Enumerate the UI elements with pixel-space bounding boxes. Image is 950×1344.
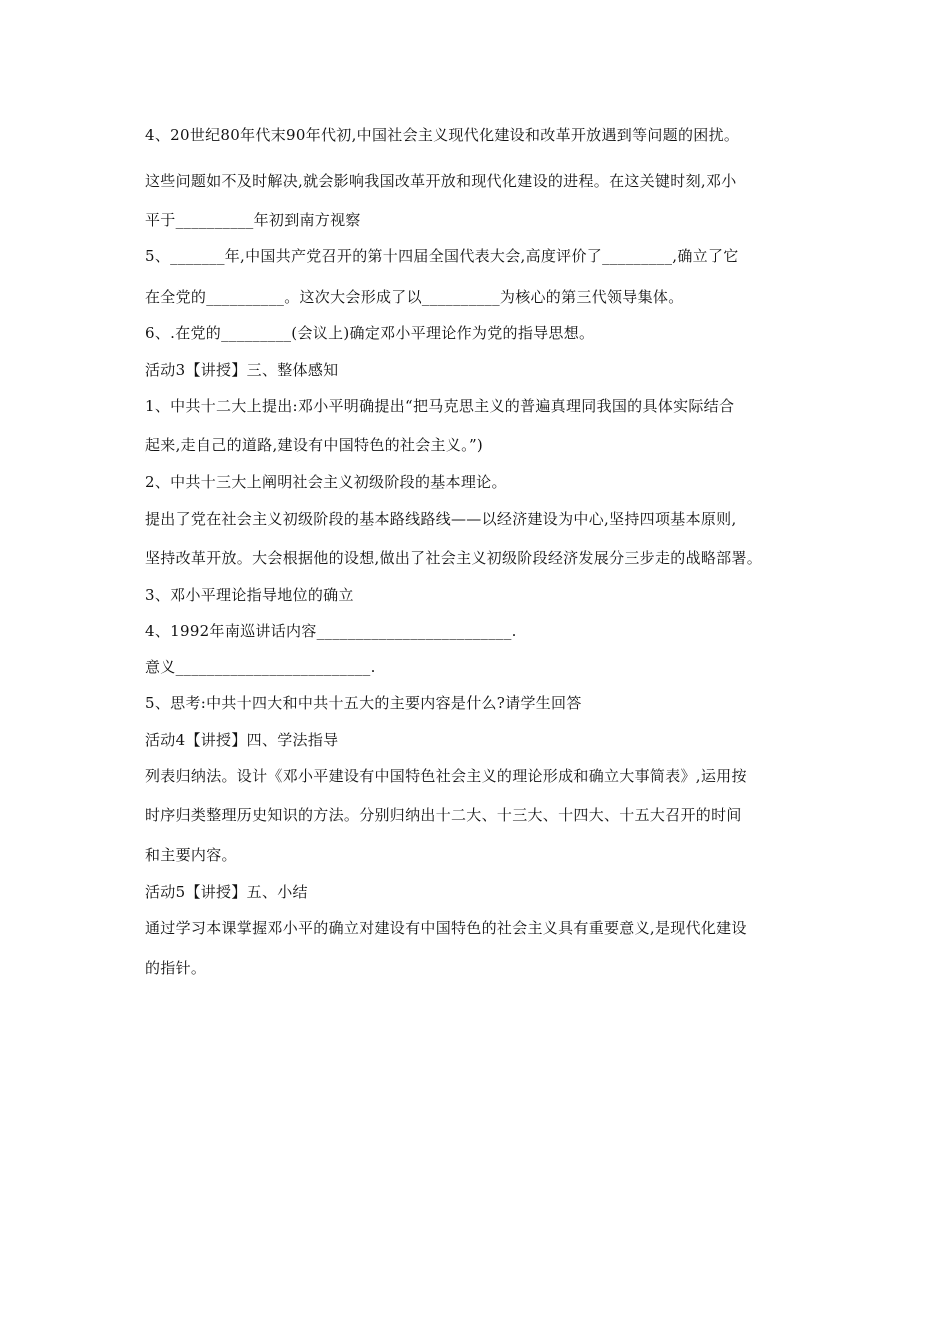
paragraph-line: 5、思考:中共十四大和中共十五大的主要内容是什么?请学生回答 bbox=[145, 694, 582, 712]
paragraph-line: 坚持改革开放。大会根据他的设想,做出了社会主义初级阶段经济发展分三步走的战略部署。 bbox=[145, 549, 763, 567]
paragraph-line: 时序归类整理历史知识的方法。分别归纳出十二大、十三大、十四大、十五大召开的时间 bbox=[145, 806, 742, 824]
paragraph-line: 在全党的__________。这次大会形成了以__________为核心的第三代领导集体。 bbox=[145, 288, 684, 306]
paragraph-line: 意义_________________________. bbox=[145, 658, 376, 676]
section-heading: 活动4【讲授】四、学法指导 bbox=[145, 731, 339, 749]
section-heading: 活动3【讲授】三、整体感知 bbox=[145, 361, 339, 379]
paragraph-line: 提出了党在社会主义初级阶段的基本路线路线——以经济建设为中心,坚持四项基本原则, bbox=[145, 510, 737, 528]
paragraph-line: 6、.在党的_________(会议上)确定邓小平理论作为党的指导思想。 bbox=[145, 324, 595, 342]
paragraph-line: 这些问题如不及时解决,就会影响我国改革开放和现代化建设的进程。在这关键时刻,邓小 bbox=[145, 172, 737, 190]
paragraph-line: 2、中共十三大上阐明社会主义初级阶段的基本理论。 bbox=[145, 473, 507, 491]
section-heading: 活动5【讲授】五、小结 bbox=[145, 883, 308, 901]
paragraph-line: 列表归纳法。设计《邓小平建设有中国特色社会主义的理论形成和确立大事简表》,运用按 bbox=[145, 767, 747, 785]
paragraph-line: 4、20世纪80年代末90年代初,中国社会主义现代化建设和改革开放遇到等问题的困扰。 bbox=[145, 126, 740, 144]
paragraph-line: 4、1992年南巡讲话内容_________________________. bbox=[145, 622, 517, 640]
paragraph-line: 和主要内容。 bbox=[145, 846, 237, 864]
paragraph-line: 平于__________年初到南方视察 bbox=[145, 211, 361, 229]
paragraph-line: 起来,走自己的道路,建设有中国特色的社会主义。”) bbox=[145, 436, 484, 454]
paragraph-line: 5、_______年,中国共产党召开的第十四届全国代表大会,高度评价了_________,确立了它 bbox=[145, 247, 739, 265]
paragraph-line: 的指针。 bbox=[145, 959, 207, 977]
paragraph-line: 3、邓小平理论指导地位的确立 bbox=[145, 586, 354, 604]
paragraph-line: 1、中共十二大上提出:邓小平明确提出“把马克思主义的普遍真理同我国的具体实际结合 bbox=[145, 397, 735, 415]
paragraph-line: 通过学习本课掌握邓小平的确立对建设有中国特色的社会主义具有重要意义,是现代化建设 bbox=[145, 919, 747, 937]
